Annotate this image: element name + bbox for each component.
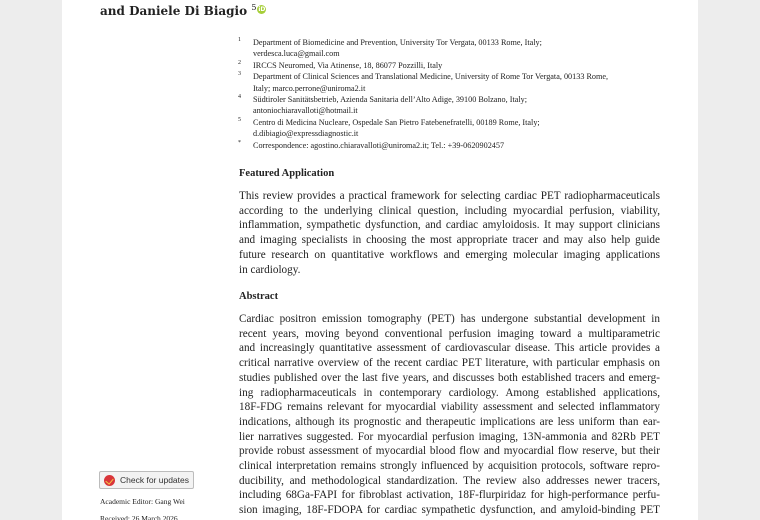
abstract-line: including 68Ga-FAPI for fibroblast activation, 18F-flurpiridaz for high-performance perfu- — [239, 489, 660, 502]
featured-line: inflammation, sympathetic dysfunction, and cardiac amyloidosis. It may support clinicians — [239, 219, 660, 232]
received-date: Received: 26 March 2026 — [100, 514, 178, 520]
abstract-line: lier narratives suggested. For myocardial perfusion imaging, 13N-ammonia and 82Rb PET — [239, 430, 660, 443]
abstract-line: sion imaging, 18F-FDOPA for cardiac sympathetic dysfunction, and amyloid-binding PET — [239, 504, 660, 517]
affiliation-line: antoniochiaravalloti@hotmail.it — [253, 106, 358, 116]
affiliation-mark: 4 — [238, 94, 241, 101]
check-updates-label: Check for updates — [120, 475, 189, 485]
academic-editor: Academic Editor: Gang Wei — [100, 497, 185, 506]
affiliation-line: Correspondence: agostino.chiaravalloti@uniroma2.it; Tel.: +39-0620902457 — [253, 140, 505, 150]
abstract-line: studies published over the last five years, and discusses both established tracers and emerg- — [239, 371, 660, 384]
affiliation-mark: 2 — [238, 59, 241, 66]
abstract-line: 18F-FDG remains relevant for myocardial viability assessment and selected inflammatory — [239, 401, 660, 414]
featured-line: in cardiology. — [239, 263, 301, 276]
abstract-line: ing radiopharmaceuticals in contemporary cardiology. Among established applications, — [239, 386, 660, 399]
affiliation-mark: 1 — [238, 37, 241, 43]
affiliation-line: Centro di Medicina Nucleare, Ospedale San Pietro Fatebenefratelli, 00189 Rome, Italy; — [253, 117, 540, 127]
affiliation-line: IRCCS Neuromed, Via Atinense, 18, 86077 Pozzilli, Italy — [253, 60, 443, 70]
featured-application-text — [239, 189, 660, 277]
check-updates-icon — [104, 475, 115, 486]
affiliation-item — [238, 94, 668, 117]
abstract-heading: Abstract — [239, 291, 279, 302]
abstract-line: ducibility, and methodological standardization. The review also addresses newer tracers, — [239, 474, 660, 487]
abstract-line: Cardiac positron emission tomography (PET) has undergone substantial development in — [239, 313, 660, 325]
affiliation-item — [238, 117, 668, 140]
abstract-line: clinical interpretation remains strongly influenced by acquisition protocols, software repro- — [239, 460, 660, 473]
orcid-icon[interactable]: iD — [258, 6, 266, 13]
affiliation-item — [238, 71, 668, 94]
abstract-line: provide robust assessment of myocardial blood flow and myocardial flow reserve, but their — [239, 445, 660, 458]
featured-line: according to the underlying clinical question, including myocardial perfusion, viability, — [239, 204, 660, 217]
affiliation-item — [238, 140, 668, 151]
abstract-line: recent years, moving beyond conventional perfusion imaging toward a multiparametric — [239, 327, 660, 340]
abstract-line: and increasingly quantitative assessment of cardiovascular disease. This article provides a — [239, 342, 660, 355]
affiliation-line: Südtiroler Sanitätsbetrieb, Azienda Sanitaria dell’Alto Adige, 39100 Bolzano, Italy; — [253, 95, 527, 105]
check-for-updates-button[interactable] — [99, 471, 194, 489]
affiliations-list — [238, 37, 668, 151]
author-names: and Daniele Di Biagio — [100, 4, 248, 18]
affiliation-line: Department of Biomedicine and Prevention, University Tor Vergata, 00133 Rome, Italy; — [253, 38, 542, 47]
paper-page — [62, 0, 698, 520]
author-affiliation-mark: 5 — [251, 3, 257, 12]
affiliation-mark: * — [238, 139, 241, 146]
affiliation-line: verdesca.luca@gmail.com — [253, 49, 340, 59]
featured-line: This review provides a practical framework for selecting cardiac PET radiopharmaceuticals — [239, 190, 660, 202]
featured-line: and imaging specialists in choosing the most appropriate tracer and may also help guide — [239, 234, 660, 247]
affiliation-item — [238, 37, 668, 60]
abstract-text — [239, 312, 660, 518]
affiliation-line: d.dibiagio@expressdiagnostic.it — [253, 129, 359, 139]
affiliation-mark: 3 — [238, 71, 241, 78]
abstract-line: critical narrative overview of the recent cardiac PET literature, with particular emphasis on — [239, 357, 660, 370]
featured-application-heading: Featured Application — [239, 168, 335, 179]
author-line — [100, 0, 266, 19]
affiliation-line: Italy; marco.perrone@uniroma2.it — [253, 83, 366, 93]
affiliation-mark: 5 — [238, 116, 241, 123]
affiliation-line: Department of Clinical Sciences and Translational Medicine, University of Rome Tor Vergata, 00133 Rome, — [253, 72, 609, 82]
abstract-line: indications, although its prognostic and therapeutic implications are less uniform than ear- — [239, 415, 660, 428]
featured-line: future research on quantitative workflows and emerging molecular imaging applications — [239, 248, 660, 261]
affiliation-item — [238, 60, 668, 71]
